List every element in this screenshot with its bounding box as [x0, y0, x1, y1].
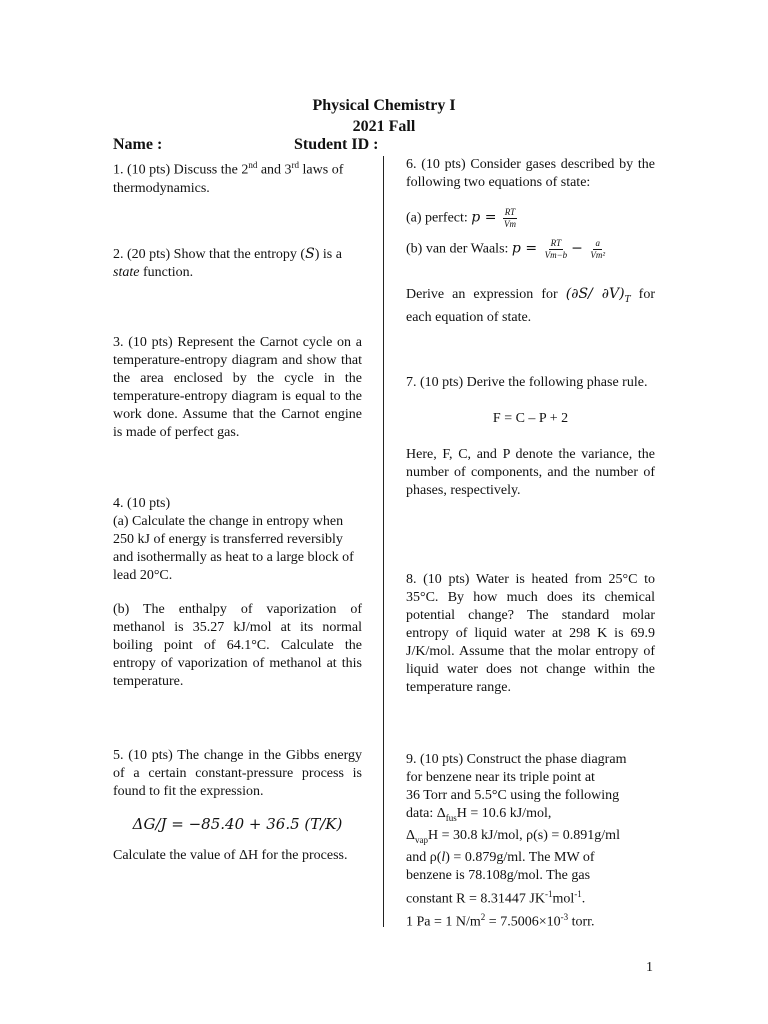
- fraction-a-vm2: $\frac{a}{\text{Vm²}}$: [590, 238, 606, 260]
- question-4b: (b) The enthalpy of vaporization of methanol is 35.27 kJ/mol at its normal boiling point of 64.1°C. Calculate the entropy of vaporization of methanol at this temperature.: [113, 602, 362, 689]
- column-divider: [383, 156, 384, 927]
- question-7: [406, 374, 655, 500]
- question-4: [113, 495, 362, 691]
- course-title: Physical Chemistry I: [312, 97, 456, 114]
- question-1: 1. (10 pts) Discuss the 2nd and 3rd laws of thermodynamics.: [113, 160, 344, 196]
- question-2: 2. (20 pts) Show that the entropy (S) is a state function.: [113, 246, 342, 280]
- page-number: 1: [646, 960, 653, 975]
- question-5: [113, 747, 362, 865]
- question-6-text: 6. (10 pts) Consider gases described by the following two equations of state:: [406, 157, 655, 190]
- question-8: 8. (10 pts) Water is heated from 25°C to 35°C. By how much does its chemical potential change? The standard molar entropy of liquid water at 298 K is 69.9 J/K/mol. Assume that the molar entropy of liquid water does not change within the temperature range.: [406, 572, 655, 695]
- question-5-after: Calculate the value of ΔH for the process.: [113, 848, 348, 863]
- term: 2021 Fall: [352, 118, 416, 135]
- question-6-derive: Derive an expression for (∂S/ $\partial V)_T$ for each equation of state.: [406, 286, 655, 325]
- phase-rule-equation: F = C – P + 2: [492, 411, 569, 426]
- equation-perfect: (a) perfect: p = $\frac{RT}{Vm}$: [406, 207, 516, 229]
- question-5-equation: ΔG/J = −85.40 + 36.5 (T/K): [132, 815, 343, 833]
- equation-van-der-waals: (b) van der Waals: p = $\frac{RT}{Vm-b}$ − $\frac{a}{\text{Vm²}}$: [406, 238, 606, 260]
- question-4-title: 4. (10 pts): [113, 496, 171, 511]
- question-5-text: 5. (10 pts) The change in the Gibbs energy of a certain constant-pressure process is found to fit the expression.: [113, 748, 362, 799]
- question-4a: (a) Calculate the change in entropy when 250 kJ of energy is transferred reversibly and isothermally as heat to a large block of lead 20°C.: [113, 514, 354, 583]
- question-7-after: Here, F, C, and P denote the variance, the number of components, and the number of phases, respectively.: [406, 447, 655, 498]
- fraction-rt-vmb: $\frac{RT}{Vm-b}$: [544, 238, 568, 260]
- document-header: [0, 95, 768, 137]
- student-id-label: Student ID :: [294, 136, 379, 153]
- question-9: 9. (10 pts) Construct the phase diagram for benzene near its triple point at 36 Torr and 5.5°C using the following data: $\Delta_{fus}H = 10.6$ kJ/mol, $\Delta_{vap}H = 30.8$ kJ/mol, ρ(s) = 0.891g/ml and ρ(l) = 0.879g/ml. The MW of benzene is 78.108g/mol. The gas constant R = 8.31447 $JK^{-1}mol^{-1}$. 1 Pa = 1 $N/m^2 = 7.5006\times 10^{-3}$ torr.: [406, 752, 627, 930]
- question-7-text: 7. (10 pts) Derive the following phase rule.: [406, 375, 648, 390]
- question-3: 3. (10 pts) Represent the Carnot cycle on a temperature-entropy diagram and show that the area enclosed by the cycle in the temperature-entropy diagram is equal to the work done. Assume that the Carnot engine is made of perfect gas.: [113, 335, 362, 440]
- name-label: Name :: [113, 136, 163, 153]
- fraction-rt-vm: $\frac{RT}{Vm}$: [503, 207, 516, 229]
